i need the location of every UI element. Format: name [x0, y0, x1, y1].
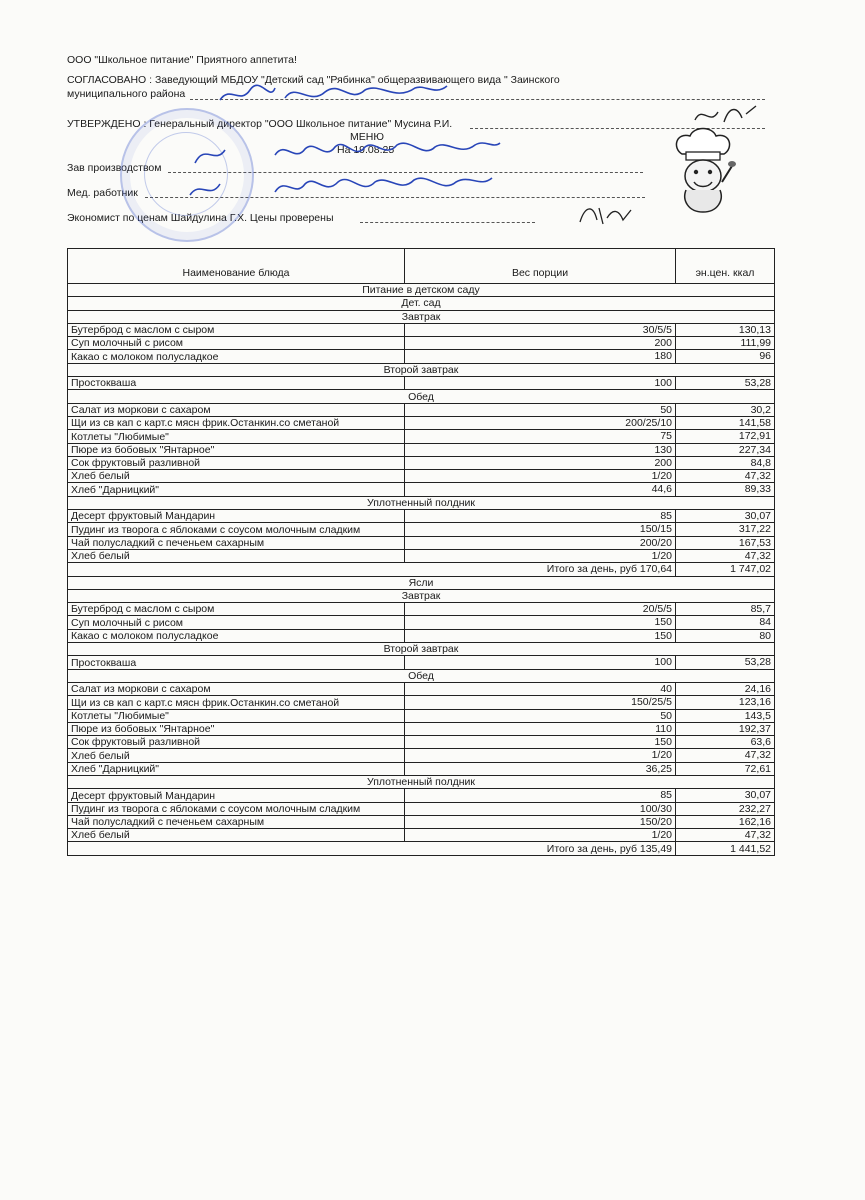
section-row	[68, 643, 775, 656]
portion-weight: 100	[405, 377, 676, 390]
portion-weight: 44,6	[405, 483, 676, 496]
dish-name: Какао с молоком полусладкое	[68, 350, 405, 363]
table-row	[68, 749, 775, 762]
portion-weight: 1/20	[405, 749, 676, 762]
kcal-value: 30,07	[676, 789, 775, 802]
dish-name: Бутерброд с маслом с сыром	[68, 323, 405, 336]
kcal-value: 30,07	[676, 510, 775, 523]
dish-name: Сок фруктовый разливной	[68, 736, 405, 749]
dish-name: Пудинг из творога с яблоками с соусом молочным сладким	[68, 523, 405, 536]
dish-name: Хлеб белый	[68, 470, 405, 483]
dish-name: Хлеб белый	[68, 749, 405, 762]
portion-weight: 200/20	[405, 536, 676, 549]
dish-name: Чай полусладкий с печеньем сахарным	[68, 536, 405, 549]
dish-name: Салат из моркови с сахаром	[68, 403, 405, 416]
portion-weight: 200	[405, 456, 676, 469]
table-row	[68, 523, 775, 536]
portion-weight: 1/20	[405, 470, 676, 483]
chef-mascot-icon	[668, 126, 738, 216]
signature	[180, 170, 500, 205]
section-label: Второй завтрак	[68, 363, 775, 376]
portion-weight: 1/20	[405, 829, 676, 842]
table-row	[68, 483, 775, 496]
dish-name: Салат из моркови с сахаром	[68, 682, 405, 695]
dish-name: Какао с молоком полусладкое	[68, 629, 405, 642]
dish-name: Хлеб "Дарницкий"	[68, 762, 405, 775]
section-row	[68, 390, 775, 403]
menu-table	[67, 248, 775, 856]
portion-weight: 85	[405, 789, 676, 802]
table-row	[68, 377, 775, 390]
portion-weight: 50	[405, 709, 676, 722]
kcal-value: 85,7	[676, 603, 775, 616]
kcal-value: 89,33	[676, 483, 775, 496]
section-row	[68, 363, 775, 376]
total-kcal: 1 441,52	[676, 842, 775, 855]
kcal-value: 123,16	[676, 696, 775, 709]
portion-weight: 85	[405, 510, 676, 523]
kcal-value: 130,13	[676, 323, 775, 336]
table-row	[68, 696, 775, 709]
dish-name: Десерт фруктовый Мандарин	[68, 789, 405, 802]
table-row	[68, 323, 775, 336]
portion-weight: 130	[405, 443, 676, 456]
dish-name: Хлеб "Дарницкий"	[68, 483, 405, 496]
section-label: Дет. сад	[68, 297, 775, 310]
dish-name: Простокваша	[68, 377, 405, 390]
portion-weight: 75	[405, 430, 676, 443]
kcal-value: 84,8	[676, 456, 775, 469]
production-label: Зав производством	[67, 162, 162, 174]
portion-weight: 20/5/5	[405, 603, 676, 616]
dish-name: Хлеб белый	[68, 549, 405, 562]
table-row	[68, 656, 775, 669]
total-kcal: 1 747,02	[676, 563, 775, 576]
kcal-value: 96	[676, 350, 775, 363]
dish-name: Суп молочный с рисом	[68, 616, 405, 629]
economist-signature-line	[360, 222, 535, 223]
kcal-value: 172,91	[676, 430, 775, 443]
section-row	[68, 496, 775, 509]
kcal-value: 47,32	[676, 549, 775, 562]
portion-weight: 40	[405, 682, 676, 695]
portion-weight: 30/5/5	[405, 323, 676, 336]
column-header-dish: Наименование блюда	[68, 249, 405, 284]
table-row	[68, 337, 775, 350]
kcal-value: 84	[676, 616, 775, 629]
portion-weight: 200	[405, 337, 676, 350]
kcal-value: 80	[676, 629, 775, 642]
table-row	[68, 709, 775, 722]
table-row	[68, 762, 775, 775]
table-row	[68, 616, 775, 629]
table-row	[68, 802, 775, 815]
table-row	[68, 829, 775, 842]
portion-weight: 150/15	[405, 523, 676, 536]
table-row	[68, 510, 775, 523]
table-row	[68, 815, 775, 828]
menu-table-body	[68, 284, 775, 856]
table-row	[68, 403, 775, 416]
table-row	[68, 430, 775, 443]
section-label: Обед	[68, 390, 775, 403]
kcal-value: 53,28	[676, 377, 775, 390]
section-label: Второй завтрак	[68, 643, 775, 656]
kcal-value: 53,28	[676, 656, 775, 669]
dish-name: Пюре из бобовых "Янтарное"	[68, 722, 405, 735]
kcal-value: 47,32	[676, 829, 775, 842]
dish-name: Простокваша	[68, 656, 405, 669]
section-label: Завтрак	[68, 310, 775, 323]
signature	[575, 200, 635, 230]
agreed-line: СОГЛАСОВАНО : Заведующий МБДОУ "Детский сад "Рябинка" общеразвивающего вида " Заинского	[67, 74, 560, 86]
kcal-value: 317,22	[676, 523, 775, 536]
table-row	[68, 470, 775, 483]
portion-weight: 100	[405, 656, 676, 669]
portion-weight: 100/30	[405, 802, 676, 815]
portion-weight: 50	[405, 403, 676, 416]
dish-name: Чай полусладкий с печеньем сахарным	[68, 815, 405, 828]
dish-name: Котлеты "Любимые"	[68, 709, 405, 722]
table-row	[68, 416, 775, 429]
portion-weight: 36,25	[405, 762, 676, 775]
menu-title: МЕНЮ	[350, 131, 384, 143]
kcal-value: 63,6	[676, 736, 775, 749]
kcal-value: 141,58	[676, 416, 775, 429]
kcal-value: 111,99	[676, 337, 775, 350]
total-row	[68, 842, 775, 855]
approved-line: УТВЕРЖДЕНО : Генеральный директор "ООО Школьное питание" Мусина Р.И.	[67, 118, 453, 130]
section-label: Питание в детском саду	[68, 284, 775, 297]
dish-name: Щи из св кап с карт.с мясн фрик.Останкин.со сметаной	[68, 416, 405, 429]
portion-weight: 150/20	[405, 815, 676, 828]
section-label: Уплотненный полдник	[68, 496, 775, 509]
portion-weight: 150/25/5	[405, 696, 676, 709]
dish-name: Десерт фруктовый Мандарин	[68, 510, 405, 523]
portion-weight: 180	[405, 350, 676, 363]
org-name: ООО "Школьное питание" Приятного аппетита!	[67, 54, 297, 66]
kcal-value: 24,16	[676, 682, 775, 695]
agreed-line-cont: муниципального района	[67, 88, 186, 100]
kcal-value: 227,34	[676, 443, 775, 456]
column-header-kcal: эн.цен. ккал	[676, 249, 775, 284]
kcal-value: 167,53	[676, 536, 775, 549]
section-row	[68, 284, 775, 297]
total-label: Итого за день, руб 135,49	[68, 842, 676, 855]
table-row	[68, 789, 775, 802]
section-label: Завтрак	[68, 589, 775, 602]
table-row	[68, 603, 775, 616]
table-row	[68, 722, 775, 735]
section-row	[68, 297, 775, 310]
table-row	[68, 536, 775, 549]
table-row	[68, 629, 775, 642]
table-row	[68, 736, 775, 749]
portion-weight: 1/20	[405, 549, 676, 562]
column-header-weight: Вес порции	[405, 249, 676, 284]
portion-weight: 150	[405, 629, 676, 642]
portion-weight: 150	[405, 616, 676, 629]
table-row	[68, 443, 775, 456]
portion-weight: 200/25/10	[405, 416, 676, 429]
section-row	[68, 669, 775, 682]
table-header-row	[68, 249, 775, 284]
portion-weight: 150	[405, 736, 676, 749]
dish-name: Хлеб белый	[68, 829, 405, 842]
total-row	[68, 563, 775, 576]
section-label: Ясли	[68, 576, 775, 589]
kcal-value: 232,27	[676, 802, 775, 815]
kcal-value: 30,2	[676, 403, 775, 416]
kcal-value: 47,32	[676, 749, 775, 762]
kcal-value: 72,61	[676, 762, 775, 775]
dish-name: Пюре из бобовых "Янтарное"	[68, 443, 405, 456]
kcal-value: 192,37	[676, 722, 775, 735]
dish-name: Суп молочный с рисом	[68, 337, 405, 350]
section-row	[68, 310, 775, 323]
dish-name: Котлеты "Любимые"	[68, 430, 405, 443]
kcal-value: 47,32	[676, 470, 775, 483]
section-row	[68, 576, 775, 589]
signature	[215, 80, 455, 110]
kcal-value: 143,5	[676, 709, 775, 722]
table-row	[68, 549, 775, 562]
section-label: Обед	[68, 669, 775, 682]
medic-label: Мед. работник	[67, 187, 138, 199]
section-row	[68, 775, 775, 788]
section-row	[68, 589, 775, 602]
signature	[185, 135, 505, 170]
menu-date: На 19.08.25	[337, 144, 395, 156]
dish-name: Сок фруктовый разливной	[68, 456, 405, 469]
kcal-value: 162,16	[676, 815, 775, 828]
section-label: Уплотненный полдник	[68, 775, 775, 788]
table-row	[68, 456, 775, 469]
dish-name: Щи из св кап с карт.с мясн фрик.Останкин.со сметаной	[68, 696, 405, 709]
table-row	[68, 350, 775, 363]
portion-weight: 110	[405, 722, 676, 735]
dish-name: Пудинг из творога с яблоками с соусом молочным сладким	[68, 802, 405, 815]
dish-name: Бутерброд с маслом с сыром	[68, 603, 405, 616]
total-label: Итого за день, руб 170,64	[68, 563, 676, 576]
economist-line: Экономист по ценам Шайдулина Г.Х. Цены проверены	[67, 212, 334, 224]
table-row	[68, 682, 775, 695]
